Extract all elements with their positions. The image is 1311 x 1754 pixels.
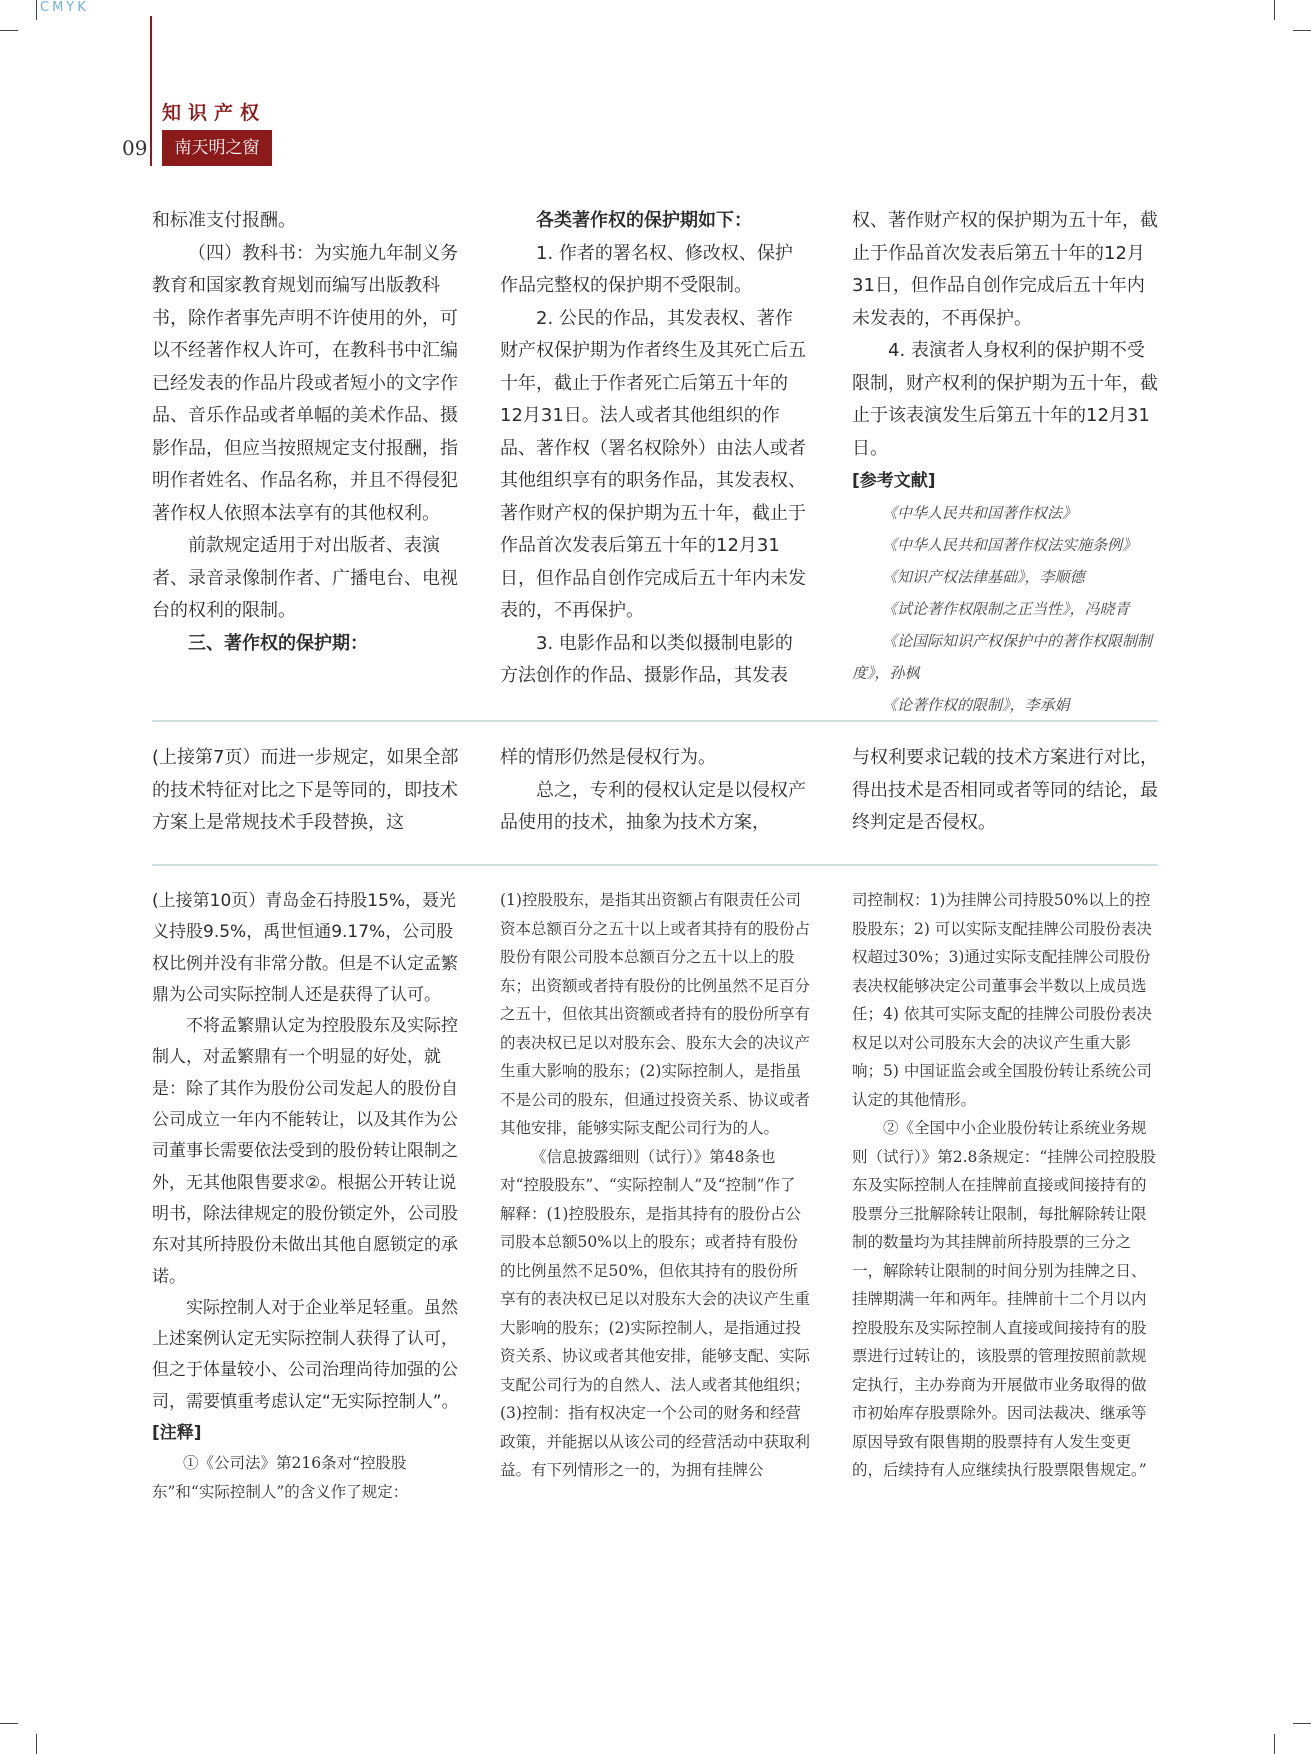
reference-item: 《试论著作权限制之正当性》，冯晓青 [882,600,1130,618]
paragraph: 总之，专利的侵权认定是以侵权产品使用的技术，抽象为技术方案， [500,779,806,833]
crop-mark [1274,1734,1275,1754]
paragraph: 实际控制人对于企业举足轻重。虽然上述案例认定无实际控制人获得了认可，但之于体量较小、公司治理尚待加强的公司，需要慎重考虑认定“无实际控制人”。 [152,1297,459,1412]
paragraph: 4. 表演者人身权利的保护期不受限制，财产权利的保护期为五十年，截止于该表演发生后第五十年的12月31日。 [852,340,1158,459]
column-tag: 南天明之窗 [162,130,272,166]
article3-column1 [152,886,460,1506]
paragraph: (上接第7页）而进一步规定，如果全部的技术特征对比之下是等同的，即技术方案上是常规技术手段替换，这 [152,747,459,833]
paragraph: 1. 作者的署名权、修改权、保护作品完整权的保护期不受限制。 [500,242,793,296]
article1-column1 [152,205,460,660]
crop-mark [36,0,37,20]
paragraph: 与权利要求记载的技术方案进行对比，得出技术是否相同或者等同的结论，最终判定是否侵权。 [852,747,1158,833]
footnote: ①《公司法》第216条对“控股股东”和“实际控制人”的含义作了规定： [152,1454,409,1501]
crop-mark [0,30,18,31]
reference-item: 《论国际知识产权保护中的著作权限制制度》，孙枫 [852,632,1153,682]
reference-item: 《中华人民共和国著作权法实施条例》 [882,536,1138,554]
paragraph: 样的情形仍然是侵权行为。 [500,747,716,768]
footnote-text: 司控制权：1)为挂牌公司持股50%以上的控股股东；2) 可以实际支配挂牌公司股份表决权超过30%；3)通过实际支配挂牌公司股份表决权能够决定公司董事会半数以上成员选任；4) 依其可实际支配的挂牌公司股份表决权足以对公司股东大会的决议产生重大影响；5) 中国证监会或全国股份转让系统公司认定的其他情形。 [852,891,1152,1109]
footnote-text: (1)控股股东，是指其出资额占有限责任公司资本总额百分之五十以上或者其持有的股份占股份有限公司股本总额百分之五十以上的股东；出资额或者持有股份的比例虽然不足百分之五十，但依其出资额或者持有的股份所享有的表决权已足以对股东会、股东大会的决议产生重大影响的股东；(2)实际控制人，是指虽不是公司的股东，但通过投资关系、协议或者其他安排，能够实际支配公司行为的人。 [500,891,811,1137]
article2-column3 [852,742,1158,840]
cmyk-color-bar: CMYK [40,0,89,15]
section-divider [152,864,1158,866]
crop-mark [0,1723,18,1724]
footnote: ②《全国中小企业股份转让系统业务规则（试行）》第2.8条规定：“挂牌公司控股股东及实际控制人在挂牌前直接或间接持有的股票分三批解除转让限制，每批解除转让限制的数量均为其挂牌前所持股票的三分之一，解除转让限制的时间分别为挂牌之日、挂牌期满一年和两年。挂牌前十二个月以内控股股东及实际控制人直接或间接持有的股票进行过转让的，该股票的管理按照前款规定执行，主办券商为开展做市业务取得的做市初始库存股票除外。因司法裁决、继承等原因导致有限售期的股票持有人发生变更的，后续持有人应继续执行股票限售规定。” [852,1119,1156,1479]
references-heading: [参考文献] [852,471,936,491]
paragraph: 权、著作财产权的保护期为五十年，截止于作品首次发表后第五十年的12月31日，但作品自创作完成后五十年内未发表的，不再保护。 [852,210,1158,329]
paragraph: (上接第10页）青岛金石持股15%，聂光义持股9.5%，禹世恒通9.17%，公司股权比例并没有非常分散。但是不认定孟繁鼎为公司实际控制人还是获得了认可。 [152,891,458,1005]
crop-mark [1274,0,1275,20]
paragraph: 和标准支付报酬。 [152,210,296,231]
paragraph: （四）教科书：为实施九年制义务教育和国家教育规划而编写出版教科书，除作者事先声明不许使用的外，可以不经著作权人许可，在教科书中汇编已经发表的作品片段或者短小的文字作品、音乐作品或者单幅的美术作品、摄影作品，但应当按照规定支付报酬，指明作者姓名、作品名称，并且不得侵犯著作权人依照本法享有的其他权利。 [152,242,458,524]
article1-column3 [852,205,1158,721]
article1-column2 [500,205,810,693]
subheading: 各类著作权的保护期如下： [536,210,752,231]
reference-item: 《知识产权法律基础》，李顺德 [882,568,1085,586]
paragraph: 不将孟繁鼎认定为控股股东及实际控制人，对孟繁鼎有一个明显的好处，就是：除了其作为股份公司发起人的股份自公司成立一年内不能转让，以及其作为公司董事长需要依法受到的股份转让限制之外，无其他限售要求②。根据公开转让说明书，除法律规定的股份锁定外，公司股东对其所持股份未做出其他自愿锁定的承诺。 [152,1016,458,1287]
section-title: 知识产权 [162,102,267,124]
crop-mark [1293,30,1311,31]
notes-heading: [注释] [152,1423,202,1444]
article3-column2 [500,886,810,1485]
crop-mark [1293,1723,1311,1724]
crop-mark [36,1734,37,1754]
paragraph: 2. 公民的作品，其发表权、著作财产权保护期为作者终生及其死亡后五十年，截止于作者死亡后第五十年的12月31日。法人或者其他组织的作品、著作权（署名权除外）由法人或者其他组织享有的职务作品，其发表权、著作财产权的保护期为五十年，截止于作品首次发表后第五十年的12月31日，但作品自创作完成后五十年内未发表的，不再保护。 [500,307,806,621]
paragraph: 3. 电影作品和以类似摄制电影的方法创作的作品、摄影作品，其发表 [500,632,793,686]
article2-column2 [500,742,810,840]
page-number: 09 [122,136,148,160]
article3-column3 [852,886,1158,1485]
paragraph: 前款规定适用于对出版者、表演者、录音录像制作者、广播电台、电视台的权利的限制。 [152,535,458,621]
reference-item: 《中华人民共和国著作权法》 [882,504,1078,522]
footnote-text: 《信息披露细则（试行）》第48条也对“控股股东”、“实际控制人”及“控制”作了解释：(1)控股股东，是指其持有的股份占公司股本总额50%以上的股东；或者持有股份的比例虽然不足50%，但依其持有的股份所享有的表决权已足以对股东大会的决议产生重大影响的股东；(2)实际控制人，是指通过投资关系、协议或者其他安排，能够支配、实际支配公司行为的自然人、法人或者其他组织；(3)控制：指有权决定一个公司的财务和经营政策，并能据以从该公司的经营活动中获取利益。有下列情形之一的，为拥有挂牌公 [500,1147,811,1479]
subheading: 三、著作权的保护期： [188,632,368,654]
section-divider [152,720,1158,722]
header-vertical-rule [150,16,152,166]
article2-column1 [152,742,460,840]
reference-item: 《论著作权的限制》，李承娟 [882,696,1070,714]
